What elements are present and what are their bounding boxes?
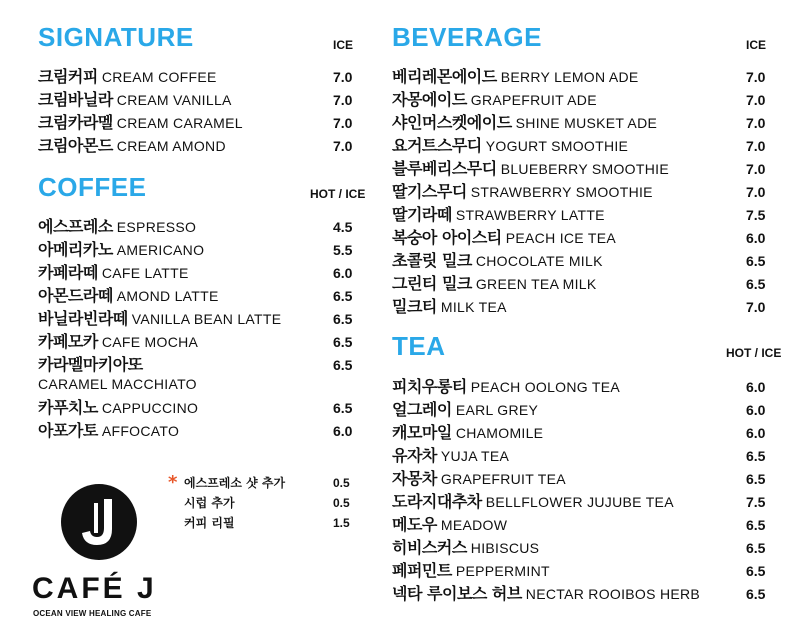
menu-item [392,89,597,111]
menu-item [38,66,217,88]
menu-item-price: 7.0 [333,69,353,85]
menu-item-price: 6.5 [333,288,353,304]
menu-item-english-name: BLUEBERRY SMOOTHIE [500,161,669,177]
extra-option-price: 0.5 [333,476,350,490]
menu-item [38,420,179,442]
menu-item-price: 6.5 [333,357,353,373]
menu-item-price: 7.0 [333,115,353,131]
menu-item-korean-name: 카라멜마키아또 [38,355,143,374]
menu-item [38,397,198,419]
menu-item [38,239,204,261]
menu-item [392,583,700,605]
menu-item-price: 6.5 [746,471,766,487]
menu-item-price: 6.5 [746,540,766,556]
menu-item-english-name: AMOND LATTE [116,288,219,304]
menu-item [392,250,603,272]
menu-item-korean-name: 넥타 루이보스 허브 [392,584,522,603]
menu-item [38,89,232,111]
menu-item-korean-name: 캐모마일 [392,423,452,442]
menu-item-korean-name: 크림커피 [38,67,98,86]
menu-item-korean-name: 도라지대추차 [392,492,482,511]
menu-item-english-name: PEPPERMINT [455,563,550,579]
menu-item-korean-name: 얼그레이 [392,400,452,419]
menu-item-english-name: CREAM COFFEE [101,69,217,85]
menu-item-korean-name: 피치우롱티 [392,377,467,396]
menu-item-korean-name: 베리레몬에이드 [392,67,497,86]
menu-item-korean-name: 히비스커스 [392,538,467,557]
menu-item-korean-name: 딸기라떼 [392,205,452,224]
caramel-macchiato-english: CARAMEL MACCHIATO [38,376,197,392]
menu-item-english-name: NECTAR ROOIBOS HERB [525,586,701,602]
menu-item-korean-name: 자몽차 [392,469,437,488]
menu-item-english-name: AMERICANO [116,242,205,258]
tea-title: TEA [392,331,446,361]
menu-item [392,445,509,467]
menu-item-english-name: EARL GREY [455,402,539,418]
menu-item-price: 5.5 [333,242,353,258]
menu-item-korean-name: 자몽에이드 [392,90,467,109]
menu-item [38,308,281,330]
menu-item-price: 7.5 [746,494,766,510]
menu-item-english-name: CHAMOMILE [455,425,544,441]
menu-item [38,262,189,284]
menu-item-english-name: STRAWBERRY SMOOTHIE [470,184,653,200]
menu-item-price: 6.5 [746,253,766,269]
menu-item-korean-name: 블루베리스무디 [392,159,497,178]
menu-item-english-name: PEACH OOLONG TEA [470,379,621,395]
menu-item-korean-name: 메도우 [392,515,437,534]
menu-item-price: 7.0 [746,69,766,85]
extra-option-price: 1.5 [333,516,350,530]
menu-item-price: 7.0 [746,92,766,108]
menu-item [38,354,147,376]
menu-item-korean-name: 페퍼민트 [392,561,452,580]
menu-item-price: 6.0 [333,423,353,439]
menu-item-price: 6.5 [746,563,766,579]
menu-item-price: 7.0 [333,92,353,108]
menu-item-english-name: PEACH ICE TEA [505,230,616,246]
menu-item [38,112,243,134]
menu-item [392,296,507,318]
menu-item [392,158,669,180]
menu-item-english-name: BERRY LEMON ADE [500,69,639,85]
menu-item-english-name: CAFE LATTE [101,265,189,281]
extra-option-price: 0.5 [333,496,350,510]
menu-item-price: 6.5 [746,276,766,292]
coffee-column-header: HOT / ICE [310,187,366,201]
menu-item-english-name: CREAM AMOND [116,138,226,154]
menu-item-price: 6.0 [746,402,766,418]
menu-item-price: 7.0 [746,184,766,200]
menu-item-price: 6.5 [746,448,766,464]
menu-item-english-name: GREEN TEA MILK [475,276,597,292]
menu-item-price: 6.0 [333,265,353,281]
menu-item-korean-name: 복숭아 아이스티 [392,228,502,247]
brand-name: CAFÉ J [32,572,157,605]
menu-item [392,560,550,582]
menu-item-korean-name: 크림아몬드 [38,136,113,155]
menu-item-english-name: CHOCOLATE MILK [475,253,603,269]
menu-item [392,491,674,513]
menu-item-price: 6.5 [333,311,353,327]
beverage-column-header: ICE [746,38,767,52]
menu-item-price: 6.5 [333,334,353,350]
asterisk-icon: * [168,472,178,493]
menu-item-price: 7.5 [746,207,766,223]
menu-item-english-name: AFFOCATO [101,423,180,439]
menu-item-korean-name: 카페모카 [38,332,98,351]
menu-item-english-name: BELLFLOWER JUJUBE TEA [485,494,674,510]
menu-item-korean-name: 유자차 [392,446,437,465]
menu-item-price: 7.0 [746,299,766,315]
menu-item-korean-name: 딸기스무디 [392,182,467,201]
menu-item-korean-name: 에스프레소 [38,217,113,236]
menu-item [392,399,538,421]
signature-column-header: ICE [333,38,354,52]
menu-item-korean-name: 초콜릿 밀크 [392,251,472,270]
menu-item [392,376,620,398]
menu-item [392,227,616,249]
menu-item-korean-name: 아몬드라떼 [38,286,113,305]
menu-item-price: 7.0 [746,138,766,154]
menu-item [392,514,507,536]
menu-item-korean-name: 크림카라멜 [38,113,113,132]
signature-title: SIGNATURE [38,22,194,52]
menu-item [392,537,539,559]
menu-item [392,112,657,134]
menu-item-price: 6.0 [746,425,766,441]
menu-item [392,66,639,88]
menu-item-english-name: HIBISCUS [470,540,540,556]
menu-item [392,422,543,444]
tea-column-header: HOT / ICE [726,346,782,360]
menu-item [38,285,219,307]
menu-item-english-name: YUJA TEA [440,448,510,464]
menu-item-english-name: YOGURT SMOOTHIE [485,138,629,154]
menu-item-english-name: VANILLA BEAN LATTE [131,311,282,327]
menu-item-price: 4.5 [333,219,353,235]
menu-item-english-name: MILK TEA [440,299,507,315]
menu-item-english-name: CAPPUCCINO [101,400,199,416]
beverage-title: BEVERAGE [392,22,542,52]
menu-item-english-name: SHINE MUSKET ADE [515,115,658,131]
menu-item-price: 7.0 [746,161,766,177]
menu-item-price: 6.0 [746,230,766,246]
extra-option-label: 커피 리필 [184,516,235,530]
menu-item-korean-name: 카푸치노 [38,398,98,417]
menu-item-korean-name: 카페라떼 [38,263,98,282]
menu-item [38,331,198,353]
menu-item [392,204,605,226]
menu-item-korean-name: 그린티 밀크 [392,274,472,293]
menu-item [392,135,628,157]
extra-option-label: 시럽 추가 [184,496,235,510]
menu-item-english-name: MEADOW [440,517,508,533]
menu-item-price: 6.0 [746,379,766,395]
menu-item-english-name: CREAM CARAMEL [116,115,243,131]
menu-item-korean-name: 아메리카노 [38,240,113,259]
menu-item-korean-name: 크림바닐라 [38,90,113,109]
cafe-j-logo-icon [60,483,138,561]
menu-item-korean-name: 요거트스무디 [392,136,482,155]
menu-item-korean-name: 밀크티 [392,297,437,316]
menu-item-korean-name: 바닐라빈라떼 [38,309,128,328]
coffee-title: COFFEE [38,172,147,202]
menu-item [392,273,597,295]
menu-item [38,135,226,157]
menu-item-english-name: GRAPEFRUIT TEA [440,471,566,487]
extra-option-label: 에스프레소 샷 추가 [184,476,286,490]
brand-tagline: OCEAN VIEW HEALING CAFE [33,609,152,618]
menu-item-english-name: CAFE MOCHA [101,334,199,350]
menu-item-price: 7.0 [333,138,353,154]
menu-item-price: 6.5 [746,517,766,533]
menu-item-price: 7.0 [746,115,766,131]
menu-item-english-name: STRAWBERRY LATTE [455,207,605,223]
menu-item-english-name: GRAPEFRUIT ADE [470,92,597,108]
menu-item-price: 6.5 [746,586,766,602]
menu-item-korean-name: 아포가토 [38,421,98,440]
menu-item [392,468,566,490]
menu-item-price: 6.5 [333,400,353,416]
menu-item [392,181,653,203]
menu-item [38,216,196,238]
menu-item-english-name: CREAM VANILLA [116,92,232,108]
menu-item-korean-name: 샤인머스켓에이드 [392,113,512,132]
menu-item-english-name: ESPRESSO [116,219,197,235]
